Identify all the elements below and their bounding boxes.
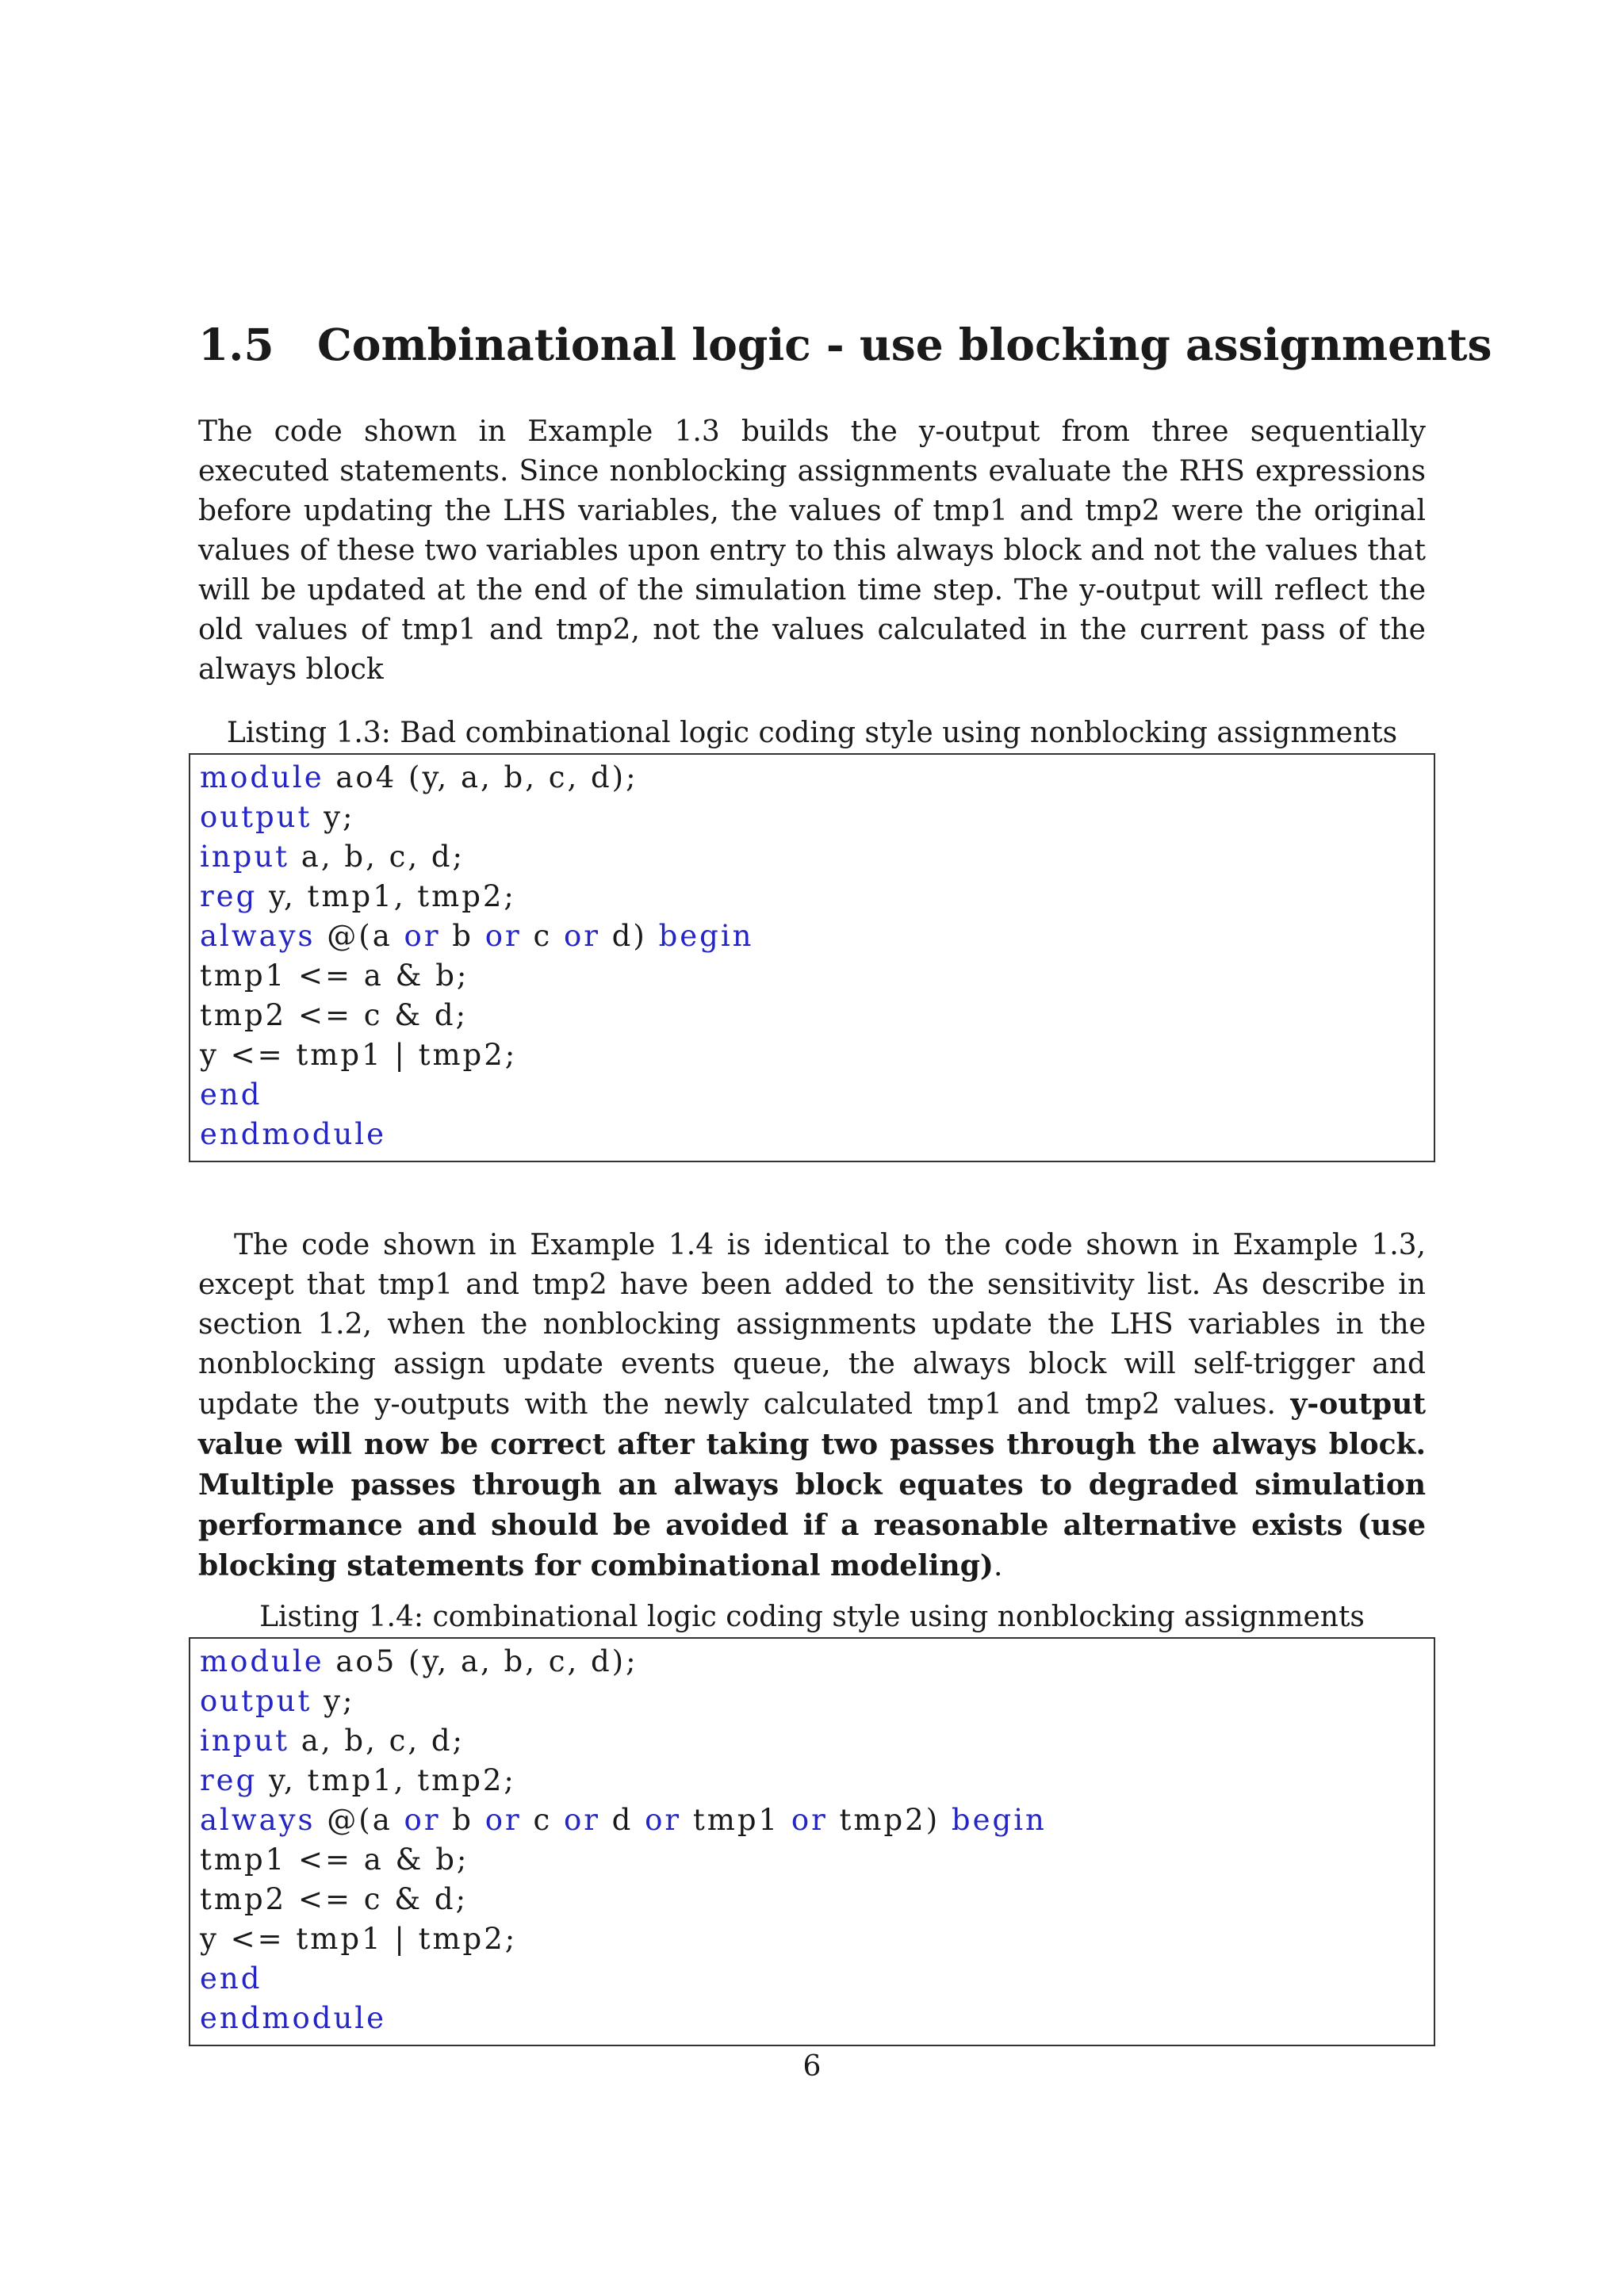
listing-1-4-code <box>189 1637 1435 2046</box>
code-keyword: module <box>200 1644 324 1678</box>
code-text: ao5 (y, a, b, c, d); <box>324 1644 638 1678</box>
code-keyword: always <box>200 919 316 953</box>
code-line <box>200 916 1424 956</box>
section-heading <box>198 317 1492 373</box>
code-text: d <box>599 1803 645 1837</box>
code-line <box>200 1919 1424 1959</box>
code-text: y <= tmp1 | tmp2; <box>200 1038 518 1072</box>
code-text: @(a <box>315 919 404 953</box>
code-line <box>200 1075 1424 1115</box>
section-number: 1.5 <box>198 319 274 370</box>
code-text: ao4 (y, a, b, c, d); <box>324 760 638 794</box>
code-keyword: or <box>645 1803 682 1837</box>
listing-1-4-caption: Listing 1.4: combinational logic coding style using nonblocking assignments <box>259 1601 1365 1633</box>
code-text: y; <box>312 800 355 834</box>
code-text: c <box>521 919 564 953</box>
code-text: @(a <box>315 1803 404 1837</box>
code-line <box>200 1880 1424 1919</box>
code-text: tmp2) <box>827 1803 952 1837</box>
code-line <box>200 1035 1424 1075</box>
page-number: 6 <box>802 2050 822 2083</box>
paragraph-example-1-4 <box>198 1226 1426 1586</box>
code-text: b <box>440 1803 485 1837</box>
code-text: a, b, c, d; <box>289 1724 465 1758</box>
paragraph-bold-text: y-output value will now be correct after taking two passes through the always block. Multiple passes through an always block equates to degraded simulation performance and should be avoided if a reasonable alternative exists (use blocking statements for combinational modeling) <box>198 1387 1427 1582</box>
code-text: tmp1 <= a & b; <box>200 1843 469 1877</box>
code-text: d) <box>599 919 659 953</box>
code-line <box>200 1721 1424 1761</box>
code-text: y, tmp1, tmp2; <box>257 879 516 913</box>
code-text: tmp2 <= c & d; <box>200 1882 469 1916</box>
code-line <box>200 1761 1424 1800</box>
code-keyword: or <box>791 1803 828 1837</box>
code-line <box>200 1999 1424 2038</box>
code-keyword: endmodule <box>200 2001 387 2035</box>
code-text: b <box>440 919 485 953</box>
code-text: y <= tmp1 | tmp2; <box>200 1922 518 1956</box>
code-keyword: or <box>485 1803 522 1837</box>
code-keyword: reg <box>200 879 258 913</box>
code-line <box>200 1115 1424 1154</box>
code-keyword: or <box>404 1803 441 1837</box>
code-keyword: input <box>200 840 290 874</box>
code-keyword: end <box>200 1961 262 1996</box>
listing-1-3-caption: Listing 1.3: Bad combinational logic coding style using nonblocking assignments <box>226 717 1398 749</box>
code-line <box>200 877 1424 916</box>
code-keyword: or <box>563 919 600 953</box>
code-keyword: output <box>200 1684 312 1718</box>
code-text: tmp2 <= c & d; <box>200 998 469 1032</box>
code-keyword: begin <box>658 919 754 953</box>
code-keyword: or <box>563 1803 600 1837</box>
paragraph-tail: . <box>993 1550 1003 1582</box>
listing-1-3-code <box>189 753 1435 1162</box>
code-text: tmp1 <= a & b; <box>200 959 469 993</box>
code-keyword: always <box>200 1803 316 1837</box>
code-text: a, b, c, d; <box>289 840 465 874</box>
code-text: tmp1 <box>681 1803 791 1837</box>
code-keyword: module <box>200 760 324 794</box>
code-keyword: begin <box>951 1803 1047 1837</box>
code-line <box>200 1840 1424 1880</box>
code-line <box>200 837 1424 877</box>
code-text: y; <box>312 1684 355 1718</box>
code-keyword: or <box>485 919 522 953</box>
code-keyword: or <box>404 919 441 953</box>
code-line <box>200 758 1424 798</box>
code-keyword: output <box>200 800 312 834</box>
code-line <box>200 996 1424 1035</box>
paragraph-normal-text: The code shown in Example 1.4 is identical to the code shown in Example 1.3, except that tmp1 and tmp2 have been added to the sensitivity list. As describe in section 1.2, when the nonblocking assignments update the LHS variables in the nonblocking assign update events queue, the always block will self-trigger and update the y-outputs with the newly calculated tmp1 and tmp2 values. <box>198 1229 1426 1421</box>
paragraph-example-1-3: The code shown in Example 1.3 builds the y-output from three sequentially executed statements. Since nonblocking assignments evaluate the RHS expressions before updating the LHS variables, the values of tmp1 and tmp2 were the original values of these two variables upon entry to this always block and not the values that will be updated at the end of the simulation time step. The y-output will reflect the old values of tmp1 and tmp2, not the values calculated in the current pass of the always block <box>198 415 1426 686</box>
code-line <box>200 1800 1424 1840</box>
code-line <box>200 1682 1424 1721</box>
code-text: c <box>521 1803 564 1837</box>
code-line <box>200 798 1424 837</box>
section-title: Combinational logic - use blocking assignments <box>317 319 1492 370</box>
code-text: y, tmp1, tmp2; <box>257 1763 516 1797</box>
code-keyword: input <box>200 1724 290 1758</box>
code-line <box>200 956 1424 996</box>
code-keyword: endmodule <box>200 1117 387 1151</box>
code-line <box>200 1959 1424 1999</box>
code-line <box>200 1642 1424 1682</box>
code-keyword: reg <box>200 1763 258 1797</box>
code-keyword: end <box>200 1077 262 1112</box>
